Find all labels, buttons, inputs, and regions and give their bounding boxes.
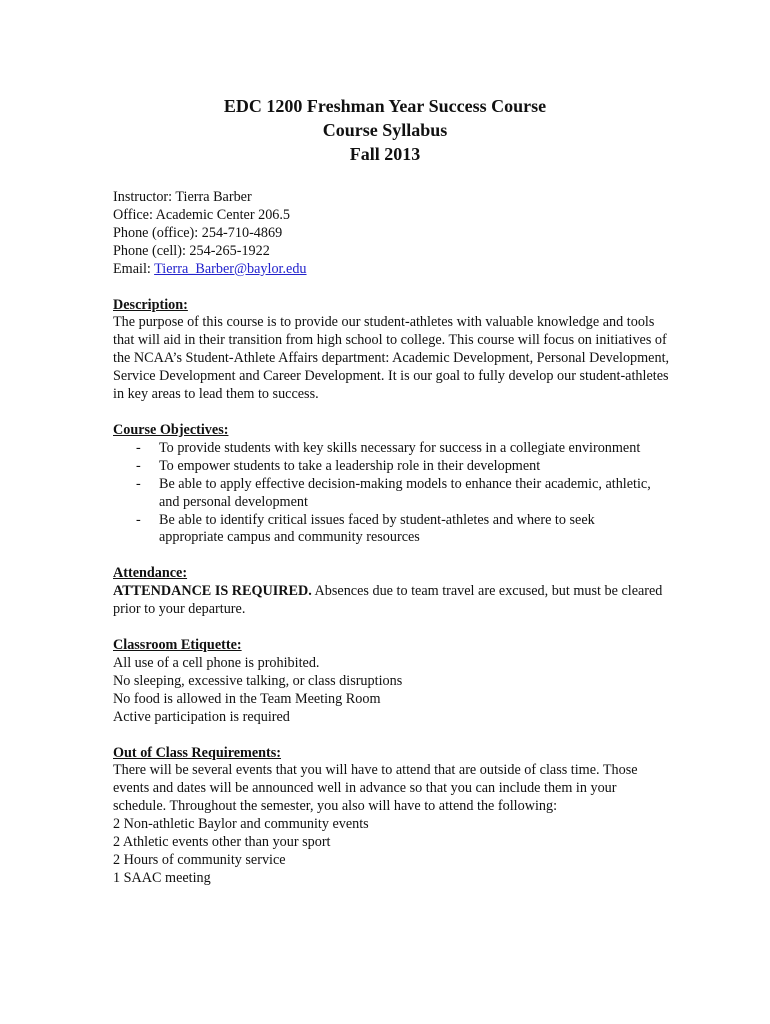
objective-text: Be able to apply effective decision-making models to enhance their academic, athletic, and personal development	[159, 475, 651, 510]
objective-text: To empower students to take a leadership role in their development	[159, 457, 541, 474]
requirements-text: There will be several events that you will have to attend that are outside of class time. Those events and dates will be announced well in advance so that you can include them in your schedule. Throughout the semester, you also will have to attend the following:	[113, 762, 638, 815]
attendance-section	[113, 565, 673, 619]
contact-block	[113, 189, 673, 279]
bullet-dash: -	[136, 439, 141, 456]
attendance-text	[113, 583, 673, 619]
requirements-section	[113, 745, 673, 888]
objectives-heading: Course Objectives:	[113, 421, 229, 438]
objectives-section	[113, 422, 673, 547]
objective-item	[113, 440, 673, 458]
objective-item	[113, 458, 673, 476]
document-title	[113, 94, 657, 166]
etiquette-heading: Classroom Etiquette:	[113, 637, 242, 654]
objective-text: Be able to identify critical issues faced by student-athletes and where to seek appropriate campus and community resources	[159, 511, 595, 546]
course-title: EDC 1200 Freshman Year Success Course	[223, 96, 547, 116]
term-label: Fall 2013	[349, 144, 421, 164]
description-section	[113, 297, 673, 404]
phone-cell-line: Phone (cell): 254-265-1922	[113, 242, 270, 259]
requirement-line: 1 SAAC meeting	[113, 869, 211, 886]
etiquette-line: All use of a cell phone is prohibited.	[113, 654, 320, 671]
phone-office-line: Phone (office): 254-710-4869	[113, 224, 283, 241]
etiquette-line: No food is allowed in the Team Meeting Room	[113, 690, 381, 707]
etiquette-section	[113, 637, 673, 727]
etiquette-line: No sleeping, excessive talking, or class disruptions	[113, 672, 403, 689]
etiquette-line: Active participation is required	[113, 708, 290, 725]
attendance-heading: Attendance:	[113, 565, 188, 582]
email-label: Email:	[113, 260, 155, 277]
email-line	[113, 261, 673, 279]
instructor-line: Instructor: Tierra Barber	[113, 189, 252, 205]
bullet-dash: -	[136, 511, 141, 528]
bullet-dash: -	[136, 475, 141, 492]
description-text: The purpose of this course is to provide our student-athletes with valuable knowledge and tools that will aid in their transition from high school to college. This course will focus on initiatives of the NCAA’s Student-Athlete Affairs department: Academic Development, Personal Development, Service Development and Career Development. It is our goal to fully develop our student-athletes in key areas to lead them to success.	[113, 314, 670, 403]
requirements-heading: Out of Class Requirements:	[113, 744, 282, 761]
requirement-line: 2 Non-athletic Baylor and community events	[113, 816, 369, 833]
description-heading: Description:	[113, 296, 188, 313]
syllabus-page	[113, 94, 673, 888]
requirement-line: 2 Athletic events other than your sport	[113, 834, 331, 851]
objectives-list	[113, 440, 673, 547]
attendance-details: Absences due to team travel are excused, but must be cleared prior to your departure.	[113, 583, 663, 618]
objective-item	[113, 476, 673, 512]
requirement-line: 2 Hours of community service	[113, 852, 286, 868]
syllabus-label: Course Syllabus	[322, 120, 448, 140]
attendance-required: ATTENDANCE IS REQUIRED.	[113, 583, 312, 600]
office-line: Office: Academic Center 206.5	[113, 206, 291, 223]
objective-item	[113, 512, 673, 548]
bullet-dash: -	[136, 457, 141, 474]
objective-text: To provide students with key skills necessary for success in a collegiate environment	[159, 439, 641, 456]
email-link[interactable]: Tierra_Barber@baylor.edu	[154, 260, 307, 277]
